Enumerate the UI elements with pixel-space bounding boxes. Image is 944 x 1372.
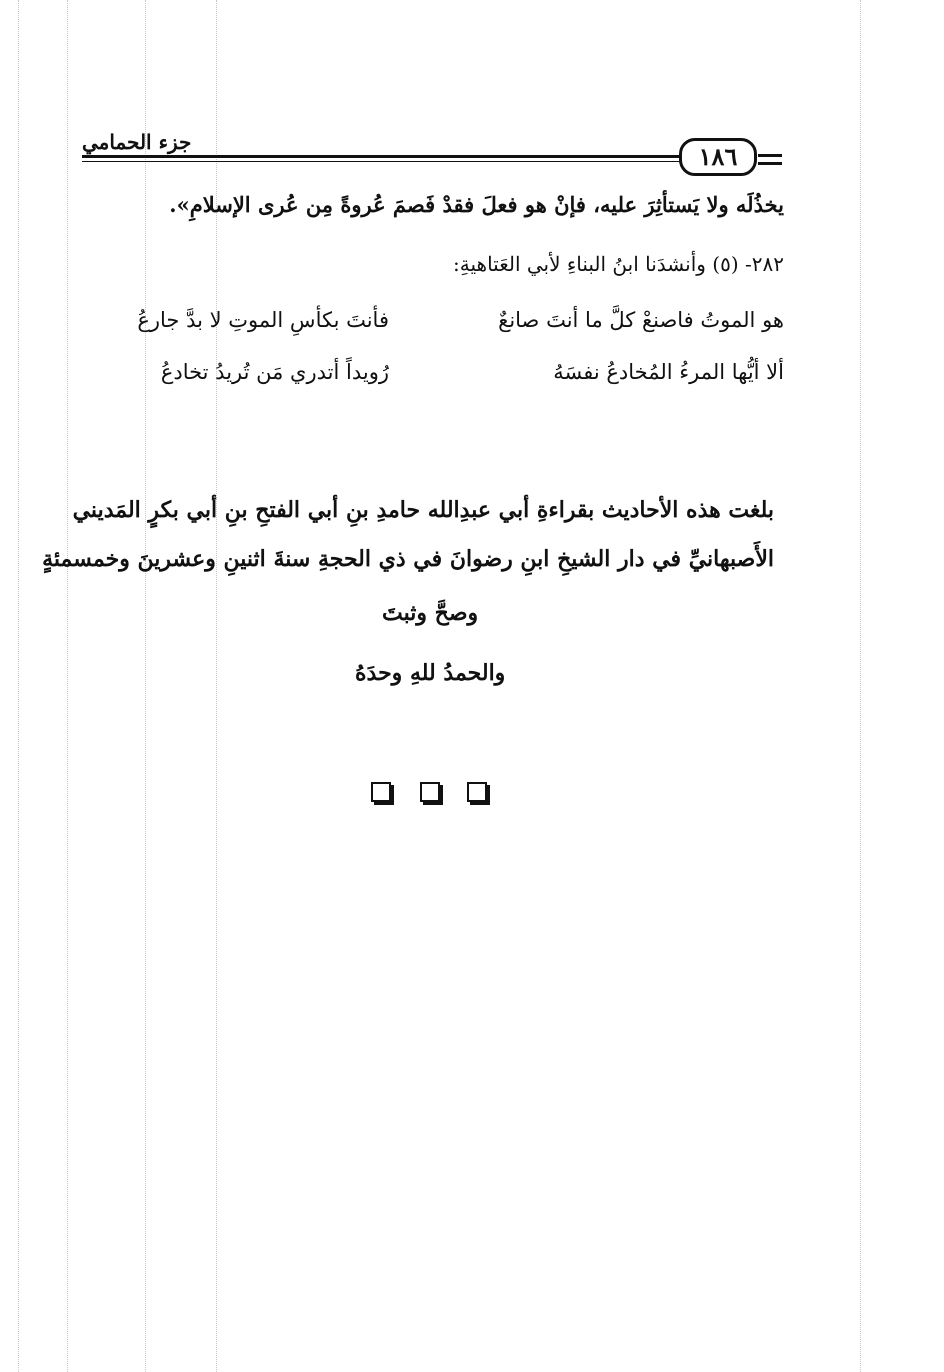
header-rule-right <box>758 154 782 157</box>
verse-hemistich-first: ألا أيُّها المرءُ المُخادعُ نفسَهُ <box>553 360 784 384</box>
hadith-heading: ٢٨٢- (٥) وأنشدَنا ابنُ البناءِ لأبي العَتاهيةِ: <box>453 252 784 276</box>
colophon-line: والحمدُ للهِ وحدَهُ <box>355 660 506 686</box>
verse-hemistich-first: هو الموتُ فاصنعْ كلَّ ما أنتَ صانعٌ <box>498 308 784 332</box>
scan-guide-line <box>67 0 68 1372</box>
verse-hemistich-second: رُويداً أتدري مَن تُريدُ تخادعُ <box>160 360 389 384</box>
header-rule <box>82 155 680 158</box>
scan-guide-line <box>18 0 19 1372</box>
square-ornament-icon <box>467 782 487 802</box>
verse-hemistich-second: فأنتَ بكأسِ الموتِ لا بدَّ جارعُ <box>137 308 389 332</box>
scan-guide-line <box>860 0 861 1372</box>
book-title: جزء الحمامي <box>82 130 192 154</box>
colophon-line: الأَصبهانيِّ في دار الشيخِ ابنِ رضوانَ في ذي الحجةِ سنةَ اثنينِ وعشرينَ وخمسمئةٍ <box>42 546 774 572</box>
colophon-line: بلغت هذه الأحاديث بقراءةِ أبي عبدِالله حامدِ بنِ أبي الفتحِ بنِ أبي بكرٍ المَديني <box>72 497 774 523</box>
text-line: يخذُلَه ولا يَستأثِرَ عليه، فإنْ هو فعلَ فقدْ فَصمَ عُروةً مِن عُرى الإسلامِ». <box>169 192 784 217</box>
colophon-line: وصحَّ وثبتَ <box>382 600 479 626</box>
square-ornament-icon <box>371 782 391 802</box>
header-rule-right <box>758 162 782 165</box>
scan-guide-line <box>145 0 146 1372</box>
page-header <box>82 124 782 184</box>
header-rule-thin <box>82 161 680 162</box>
page-number: ١٨٦ <box>679 138 757 176</box>
square-ornament-icon <box>420 782 440 802</box>
